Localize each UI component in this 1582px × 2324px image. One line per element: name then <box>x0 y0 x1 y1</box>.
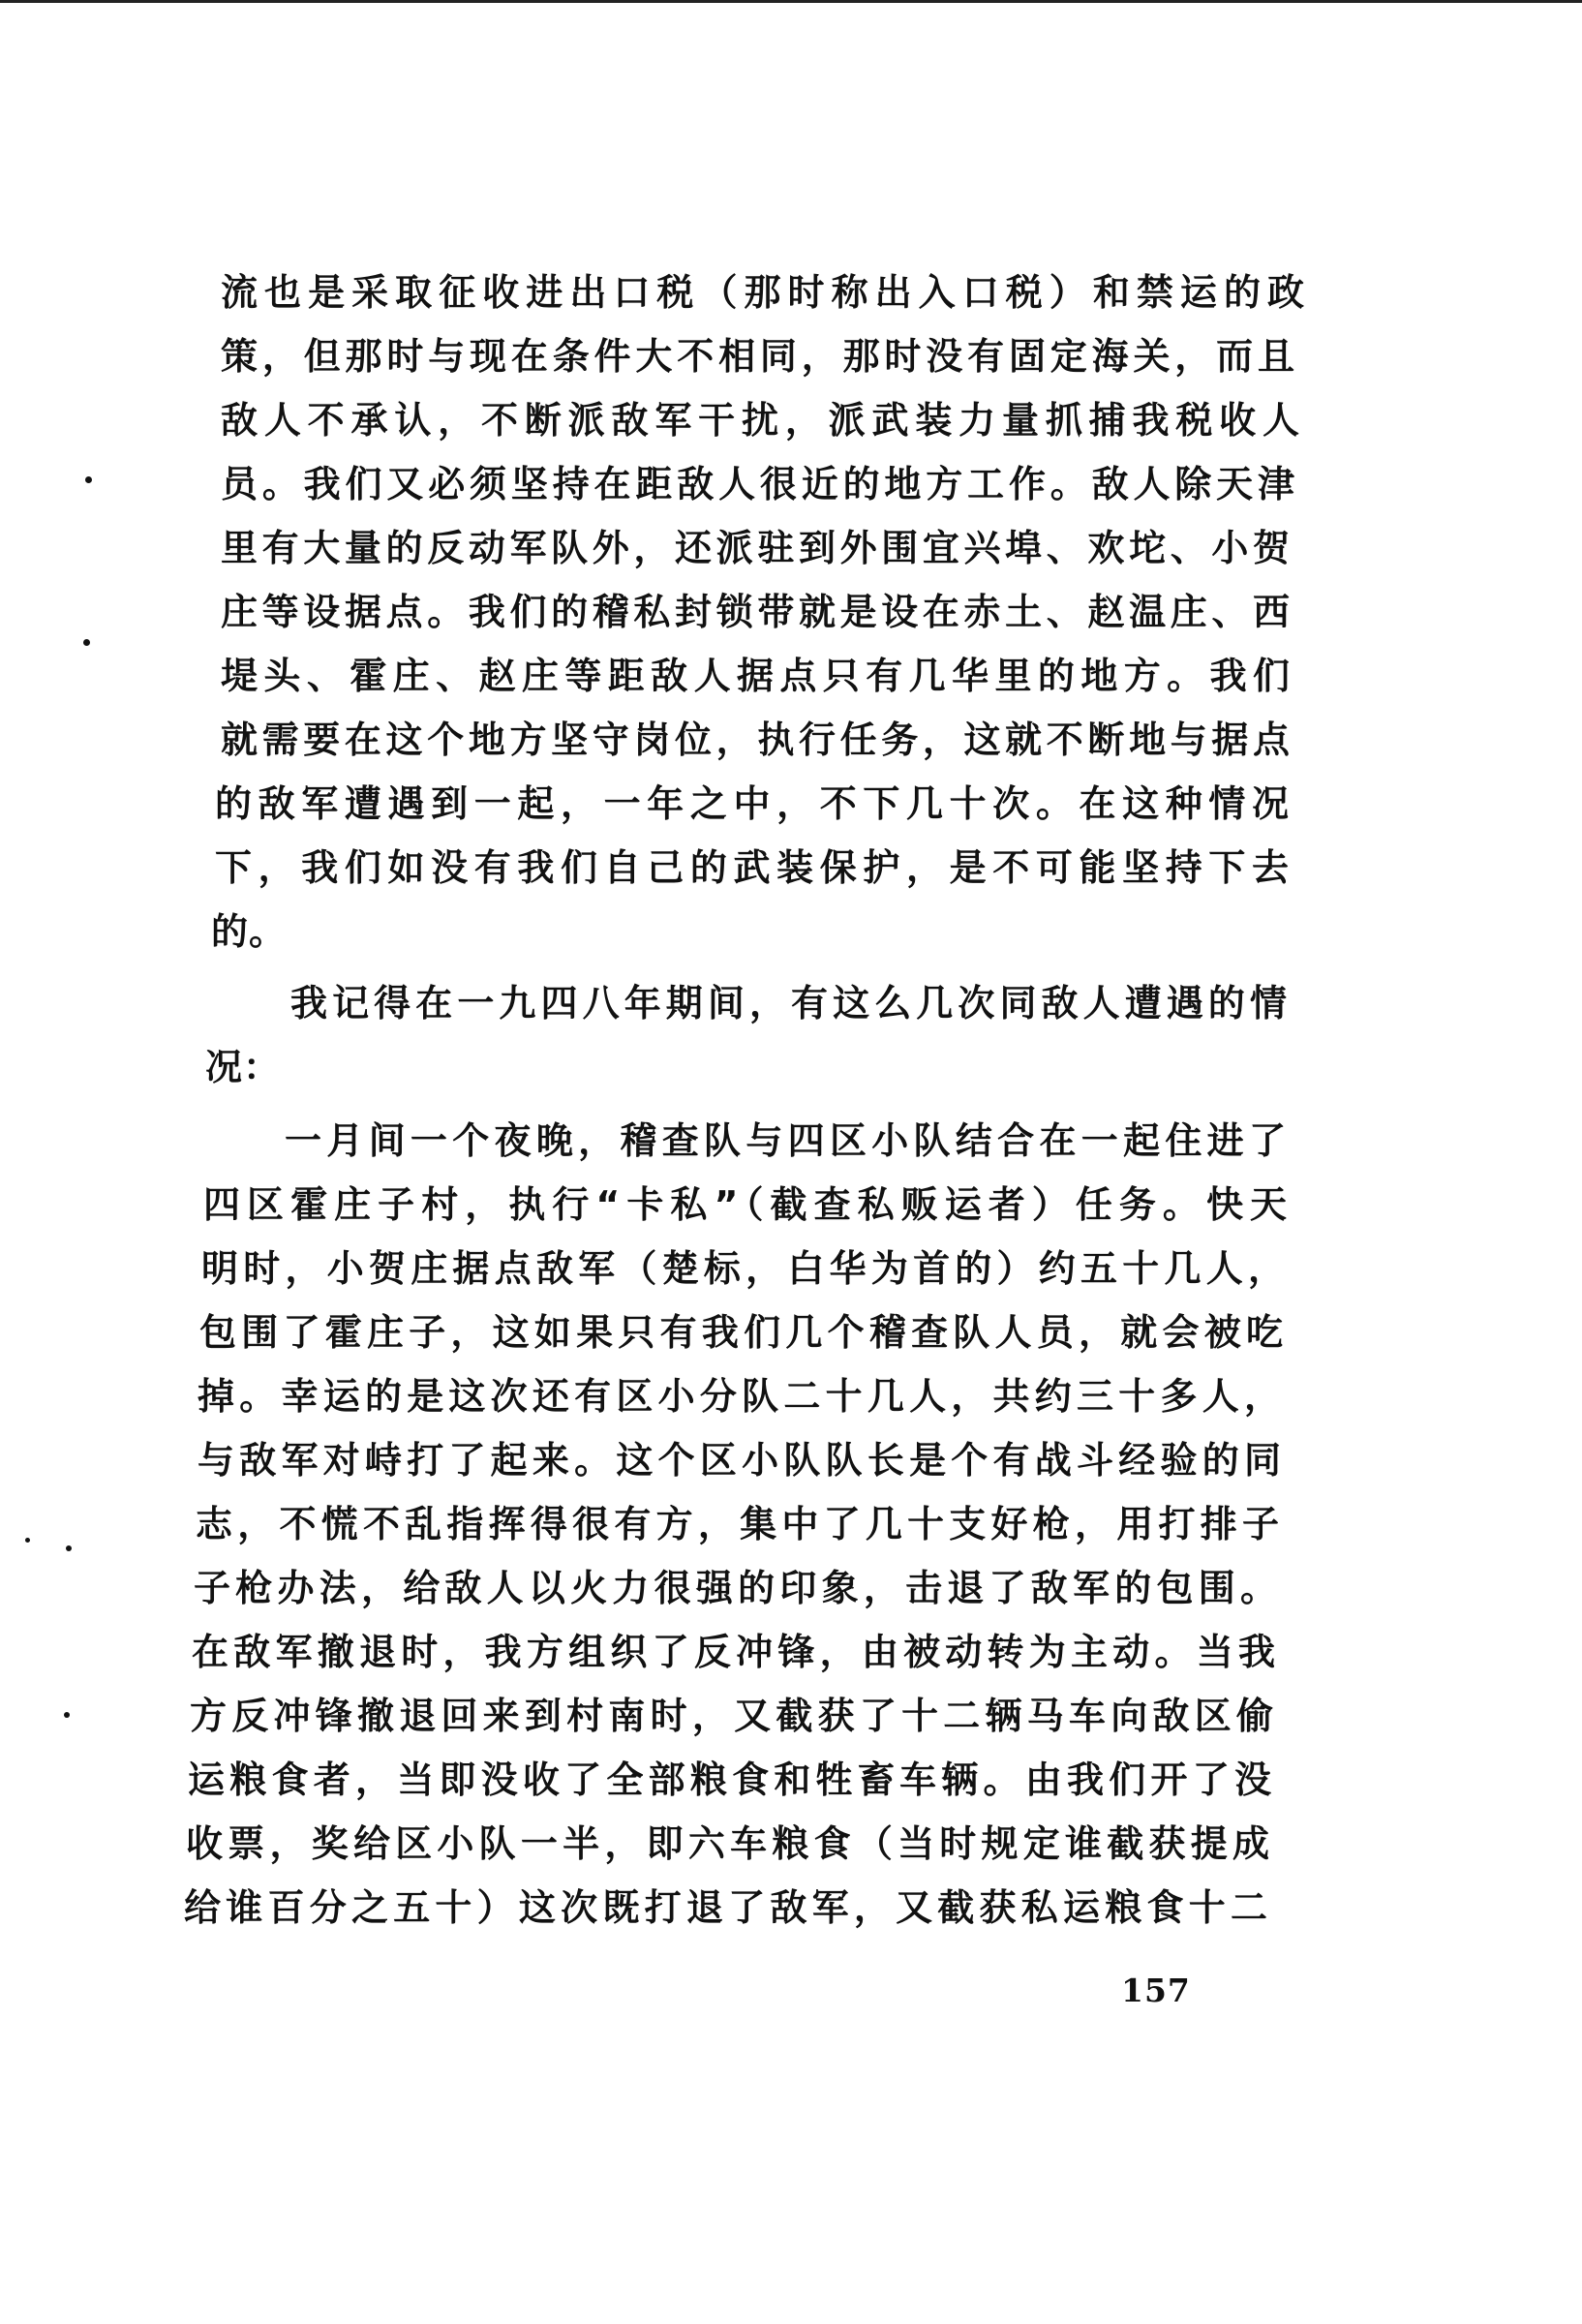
text-line: 策，但那时与现在条件大不相同，那时没有固定海关，而且 <box>221 335 1295 378</box>
text-line: 下，我们如没有我们自己的武装保护，是不可能坚持下去 <box>215 846 1290 889</box>
text-line: 就需要在这个地方坚守岗位，执行任务，这就不断地与据点 <box>221 719 1291 761</box>
text-line: 流也是采取征收进出口税（那时称出入口税）和禁运的政 <box>221 271 1305 314</box>
text-line: 堤头、霍庄、赵庄等距敌人据点只有几华里的地方。我们 <box>221 655 1291 697</box>
text-line: 一月间一个夜晚，稽查队与四区小队结合在一起住进了 <box>285 1119 1287 1162</box>
text-line: 员。我们又必须坚持在距敌人很近的地方工作。敌人除天津 <box>221 463 1295 505</box>
text-line: 方反冲锋撤退回来到村南时，又截获了十二辆马车向敌区偷 <box>190 1695 1274 1737</box>
scan-speck <box>25 1538 30 1543</box>
text-line: 收票，奖给区小队一半，即六车粮食（当时规定谁截获提成 <box>186 1822 1270 1865</box>
text-line: 况： <box>205 1046 282 1088</box>
scan-speck <box>64 1712 70 1718</box>
text-line: 的。 <box>211 910 288 953</box>
text-line: 运粮食者，当即没收了全部粮食和牲畜车辆。由我们开了没 <box>188 1758 1272 1801</box>
text-line: 包围了霍庄子，这如果只有我们几个稽查队人员，就会被吃 <box>199 1311 1284 1354</box>
text-line: 在敌军撤退时，我方组织了反冲锋，由被动转为主动。当我 <box>192 1631 1276 1673</box>
text-line: 志，不慌不乱指挥得很有方，集中了几十支好枪，用打排子 <box>196 1503 1280 1545</box>
text-line: 里有大量的反动军队外，还派驻到外围宜兴埠、欢坨、小贺 <box>221 527 1291 569</box>
text-line: 我记得在一九四八年期间，有这么几次同敌人遭遇的情 <box>290 982 1288 1024</box>
text-line: 给谁百分之五十）这次既打退了敌军，又截获私运粮食十二 <box>184 1886 1268 1929</box>
scan-speck <box>66 1545 72 1551</box>
page-number: 157 <box>1121 1972 1191 2009</box>
text-line: 的敌军遭遇到一起，一年之中，不下几十次。在这种情况 <box>215 782 1290 825</box>
text-line: 庄等设据点。我们的稽私封锁带就是设在赤土、赵温庄、西 <box>221 591 1291 633</box>
scan-speck <box>83 639 90 646</box>
text-line: 与敌军对峙打了起来。这个区小队队长是个有战斗经验的同 <box>198 1439 1282 1482</box>
text-line: 子枪办法，给敌人以火力很强的印象，击退了敌军的包围。 <box>194 1567 1278 1609</box>
top-border-rule <box>0 0 1582 3</box>
text-line: 敌人不承认，不断派敌军干扰，派武装力量抓捕我税收人 <box>221 399 1300 442</box>
text-line: 明时，小贺庄据点敌军（楚标，白华为首的）约五十几人， <box>201 1247 1286 1290</box>
text-line: 掉。幸运的是这次还有区小分队二十几人，共约三十多人， <box>198 1375 1282 1418</box>
scan-speck <box>85 476 92 483</box>
text-line: 四区霍庄子村，执行“卡私”（截查私贩运者）任务。快天 <box>203 1183 1288 1226</box>
